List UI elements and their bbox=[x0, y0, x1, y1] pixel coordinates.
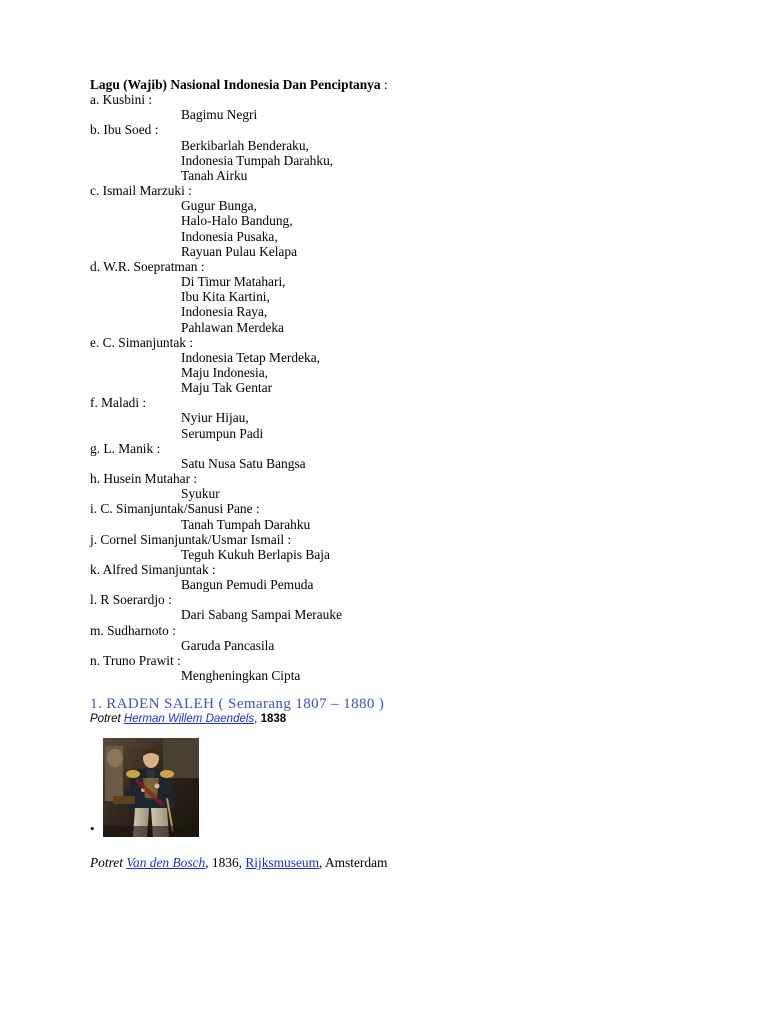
song-title: Gugur Bunga, bbox=[181, 198, 257, 214]
song-title: Tanah Airku bbox=[181, 167, 248, 183]
section-title-text: Lagu (Wajib) Nasional Indonesia Dan Penciptanya bbox=[90, 77, 381, 92]
portrait-caption-daendels bbox=[90, 713, 286, 725]
caption1-year: 1838 bbox=[260, 713, 287, 725]
song-title: Indonesia Tumpah Darahku, bbox=[181, 152, 334, 168]
song-title: Serumpun Padi bbox=[181, 425, 264, 441]
artist-heading: 1. RADEN SALEH ( Semarang 1807 – 1880 ) bbox=[90, 696, 385, 712]
link-van-den-bosch[interactable]: Van den Bosch bbox=[126, 855, 206, 870]
song-title: Tanah Tumpah Darahku bbox=[181, 516, 311, 532]
song-title: Dari Sabang Sampai Merauke bbox=[181, 607, 343, 623]
song-title: Bangun Pemudi Pemuda bbox=[181, 577, 314, 593]
song-title: Di Timur Matahari, bbox=[181, 274, 286, 290]
song-title: Satu Nusa Satu Bangsa bbox=[181, 455, 306, 471]
song-title: Halo-Halo Bandung, bbox=[181, 213, 293, 229]
composer-name: k. Alfred Simanjuntak : bbox=[90, 562, 216, 577]
composer-name: e. C. Simanjuntak : bbox=[90, 334, 194, 350]
song-title: Pahlawan Merdeka bbox=[181, 319, 284, 335]
composer-list bbox=[90, 92, 730, 683]
list-bullet: • bbox=[90, 821, 95, 836]
song-title: Ibu Kita Kartini, bbox=[181, 289, 270, 305]
composer-name: c. Ismail Marzuki : bbox=[90, 183, 192, 199]
composer-name: m. Sudharnoto : bbox=[90, 622, 176, 638]
composer-name: d. W.R. Soepratman : bbox=[90, 258, 205, 274]
song-title: Teguh Kukuh Berlapis Baja bbox=[181, 546, 330, 562]
section-title-suffix: : bbox=[380, 77, 388, 92]
composer-name: f. Maladi : bbox=[90, 395, 147, 411]
daendels-portrait-image bbox=[103, 738, 199, 837]
song-title: Indonesia Pusaka, bbox=[181, 228, 278, 244]
caption1-suffix: , bbox=[254, 713, 261, 725]
song-title: Berkibarlah Benderaku, bbox=[181, 137, 309, 153]
link-rijksmuseum[interactable]: Rijksmuseum bbox=[245, 855, 319, 870]
caption2-suffix: , Amsterdam bbox=[319, 855, 388, 870]
song-title: Maju Tak Gentar bbox=[181, 380, 273, 396]
caption2-prefix: Potret bbox=[90, 855, 127, 870]
song-title: Nyiur Hijau, bbox=[181, 410, 249, 426]
song-title: Maju Indonesia, bbox=[181, 364, 269, 380]
composer-name: h. Husein Mutahar : bbox=[90, 471, 198, 487]
caption2-middle: , 1836, bbox=[205, 855, 246, 870]
song-title: Rayuan Pulau Kelapa bbox=[181, 243, 298, 259]
composer-name: l. R Soerardjo : bbox=[90, 592, 172, 608]
song-title: Bagimu Negri bbox=[181, 107, 258, 123]
caption1-prefix: Potret bbox=[90, 713, 124, 725]
composer-name: a. Kusbini : bbox=[90, 92, 153, 108]
song-title: Syukur bbox=[181, 486, 220, 502]
composer-name: i. C. Simanjuntak/Sanusi Pane : bbox=[90, 501, 260, 517]
composer-name: j. Cornel Simanjuntak/Usmar Ismail : bbox=[90, 531, 292, 547]
song-title: Garuda Pancasila bbox=[181, 637, 275, 653]
section-title bbox=[90, 77, 730, 92]
portrait-caption-van-den-bosch bbox=[90, 855, 387, 871]
song-title: Indonesia Raya, bbox=[181, 304, 268, 320]
songs-list bbox=[90, 77, 730, 683]
composer-name: b. Ibu Soed : bbox=[90, 122, 159, 138]
composer-name: g. L. Manik : bbox=[90, 440, 161, 456]
composer-name: n. Truno Prawit : bbox=[90, 652, 181, 668]
song-title: Indonesia Tetap Merdeka, bbox=[181, 349, 320, 365]
link-herman-willem-daendels[interactable]: Herman Willem Daendels bbox=[123, 713, 255, 725]
song-title: Mengheningkan Cipta bbox=[181, 668, 301, 684]
